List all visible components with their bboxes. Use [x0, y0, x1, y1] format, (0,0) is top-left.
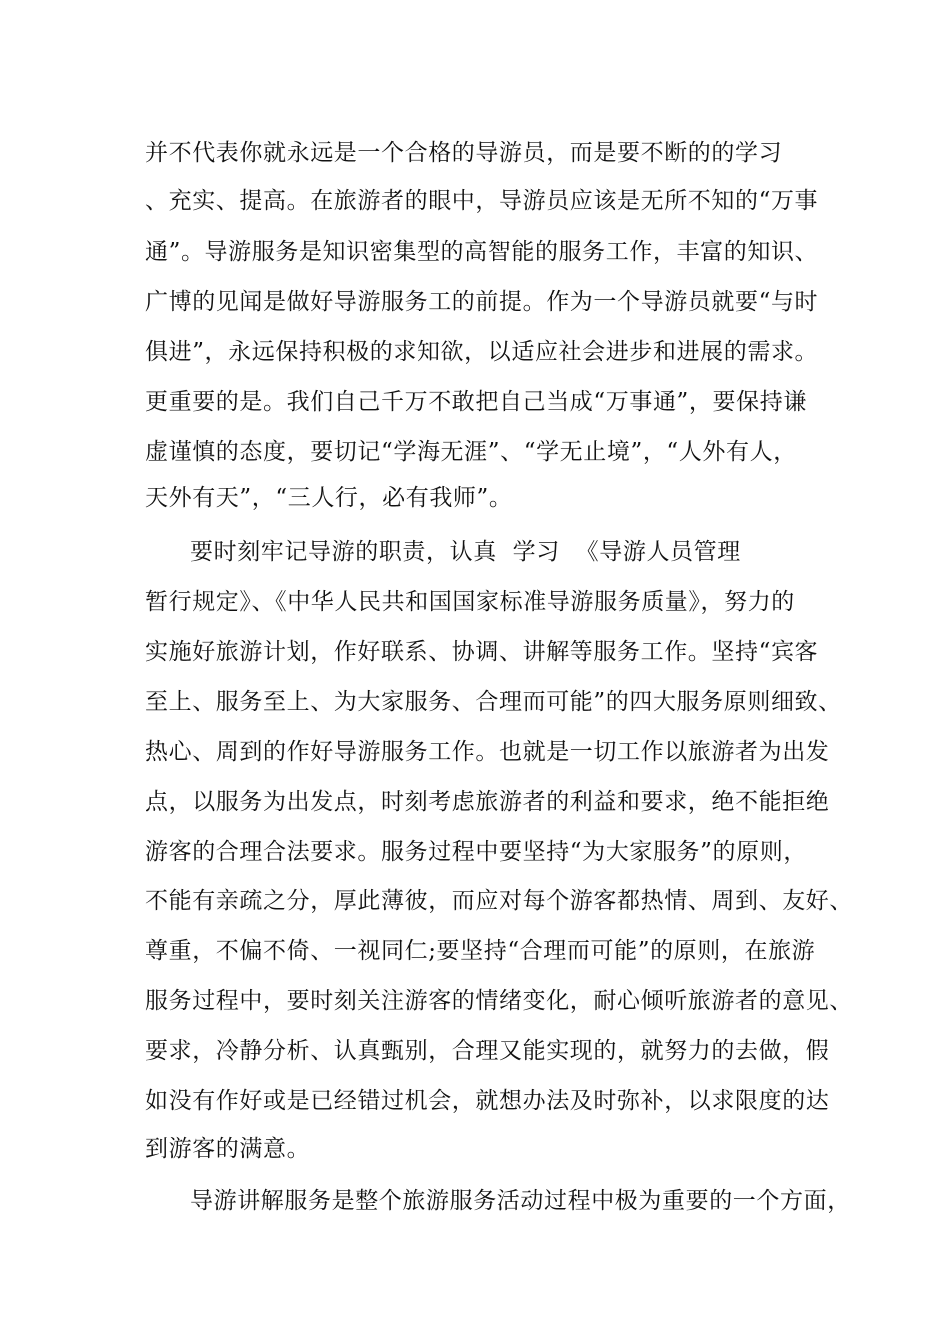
- text-line: 热心、周到的作好导游服务工作。也就是一切工作以旅游者为出发: [145, 739, 830, 765]
- text-line: 点，以服务为出发点，时刻考虑旅游者的利益和要求，绝不能拒绝: [145, 789, 830, 815]
- text-line: 游客的合理合法要求。服务过程中要坚持“为大家服务”的原则，: [145, 839, 807, 865]
- text-line: 并不代表你就永远是一个合格的导游员，而是要不断的的学习: [145, 140, 783, 166]
- paragraph-first-line: 导游讲解服务是整个旅游服务活动过程中极为重要的一个方面，: [190, 1188, 851, 1214]
- text-line: 至上、服务至上、为大家服务、合理而可能”的四大服务原则细致、: [145, 689, 842, 715]
- text-line: 要求，冷静分析、认真甄别，合理又能实现的，就努力的去做，假: [145, 1038, 830, 1064]
- text-line: 通”。导游服务是知识密集型的高智能的服务工作，丰富的知识、: [145, 239, 819, 265]
- text-line: 到游客的满意。: [145, 1136, 311, 1162]
- text-line: 服务过程中，要时刻关注游客的情绪变化，耐心倾听旅游者的意见、: [145, 988, 853, 1014]
- text-line: 、充实、提高。在旅游者的眼中，导游员应该是无所不知的“万事: [145, 188, 819, 214]
- text-line: 实施好旅游计划，作好联系、协调、讲解等服务工作。坚持“宾客: [145, 639, 819, 665]
- text-line: 虚谨慎的态度，要切记“学海无涯”、“学无止境”，“人外有人，: [145, 439, 797, 465]
- text-line: 暂行规定》、《中华人民共和国国家标准导游服务质量》，努力的: [145, 589, 795, 615]
- text-line: 天外有天”，“三人行，必有我师”。: [145, 485, 513, 511]
- text-line: 广博的见闻是做好导游服务工的前提。作为一个导游员就要“与时: [145, 289, 819, 315]
- text-line: 俱进”，永远保持积极的求知欲，以适应社会进步和进展的需求。: [145, 339, 819, 365]
- text-line: 不能有亲疏之分，厚此薄彼，而应对每个游客都热情、周到、友好、: [145, 888, 853, 914]
- text-line: 更重要的是。我们自己千万不敢把自己当成“万事通”，要保持谦: [145, 389, 807, 415]
- paragraph-first-line: 要时刻牢记导游的职责，认真 学习 《导游人员管理: [190, 539, 741, 565]
- text-line: 如没有作好或是已经错过机会，就想办法及时弥补，以求限度的达: [145, 1088, 830, 1114]
- text-line: 尊重，不偏不倚、一视同仁;要坚持“合理而可能”的原则，在旅游: [145, 938, 816, 964]
